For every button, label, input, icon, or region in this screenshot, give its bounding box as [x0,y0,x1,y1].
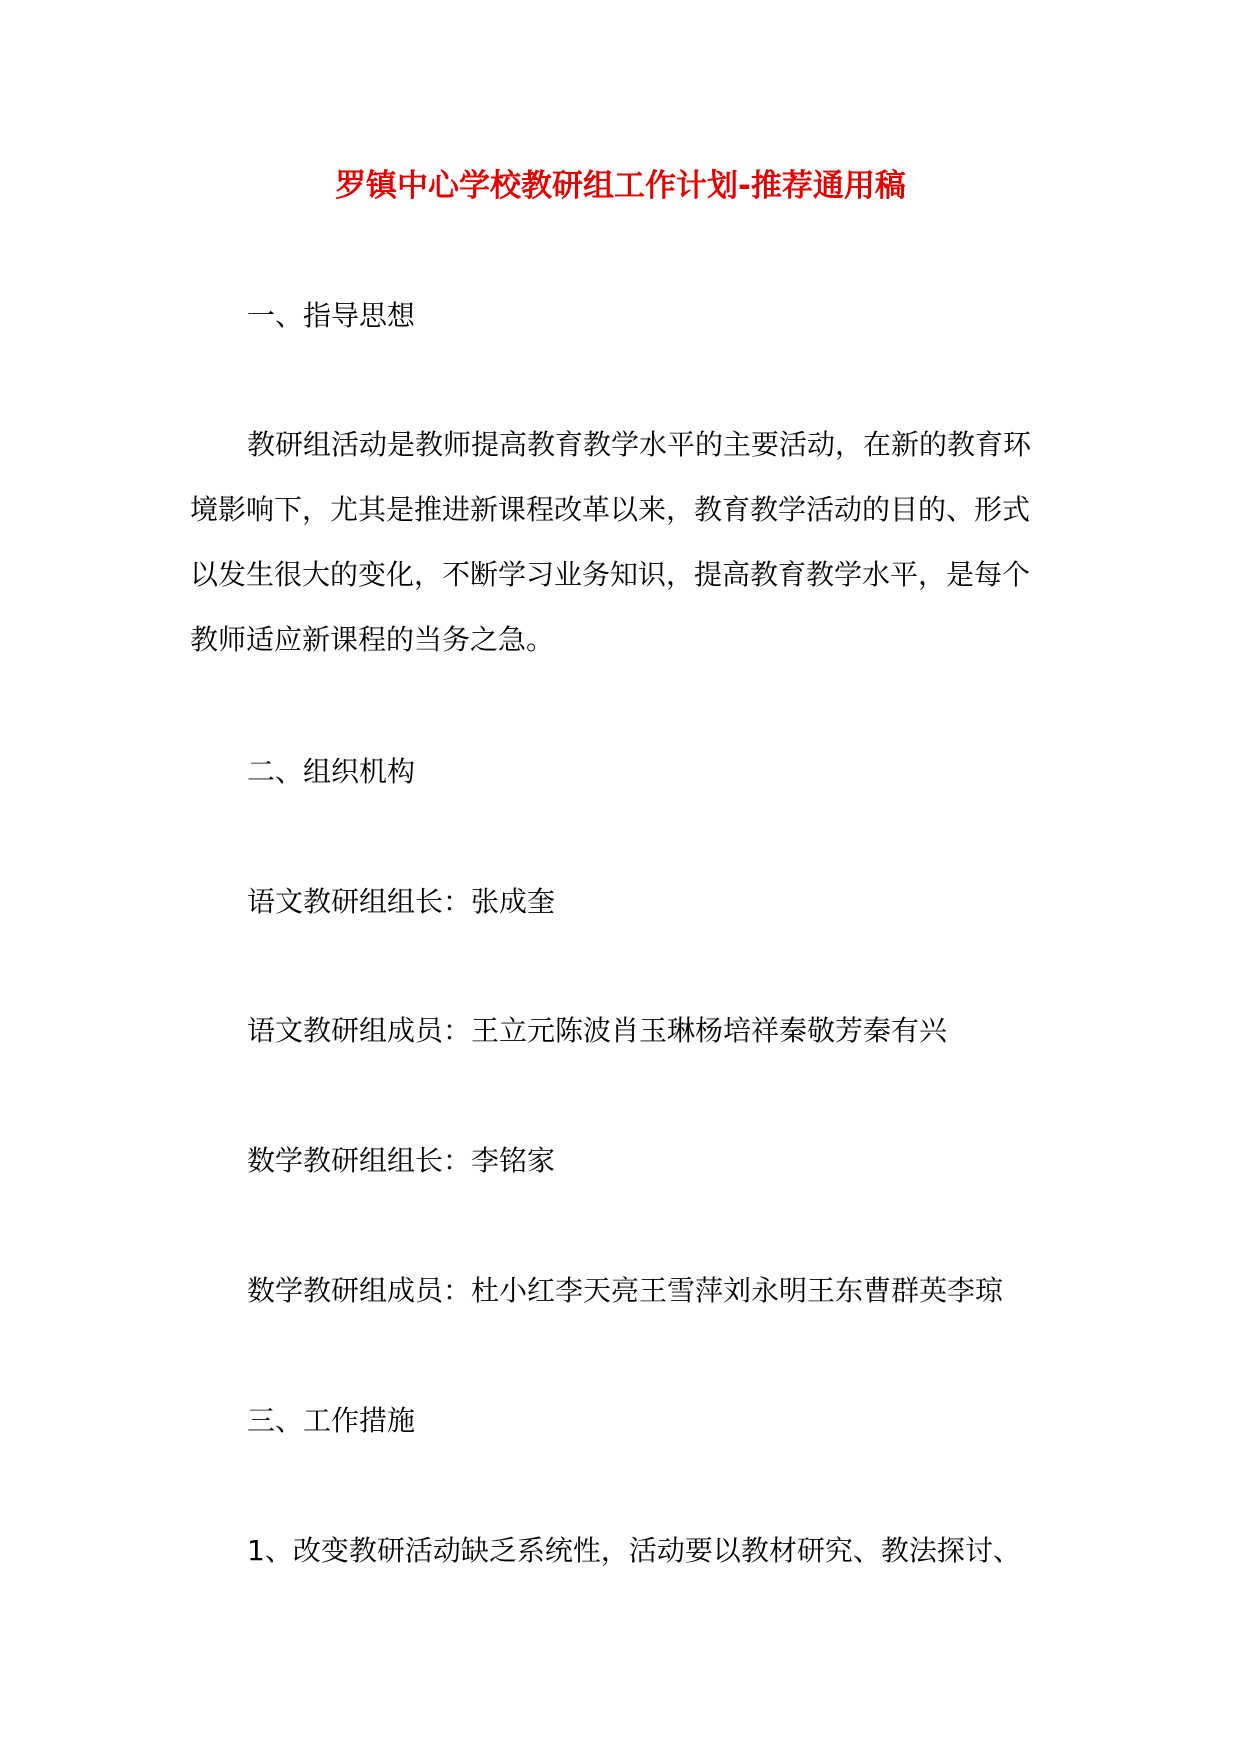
section-heading-organization: 二、组织机构 [247,755,416,788]
math-group-members: 数学教研组成员：杜小红李天亮王雪萍刘永明王东曹群英李琼 [247,1274,1004,1307]
math-group-leader: 数学教研组组长：李铭家 [247,1144,556,1177]
section-heading-work-measures: 三、工作措施 [247,1404,416,1437]
chinese-group-leader: 语文教研组组长：张成奎 [247,885,556,918]
section-heading-guiding-ideology: 一、指导思想 [247,299,416,332]
document-title: 罗镇中心学校教研组工作计划-推荐通用稿 [335,168,906,204]
measure-item-1: 1、改变教研活动缺乏系统性，活动要以教材研究、教法探讨、 [247,1534,1021,1567]
paragraph-line: 教研组活动是教师提高教育教学水平的主要活动，在新的教育环 [247,428,1032,461]
paragraph-line: 以发生很大的变化，不断学习业务知识，提高教育教学水平，是每个 [190,558,1031,591]
paragraph-line: 境影响下，尤其是推进新课程改革以来，教育教学活动的目的、形式 [190,493,1031,526]
chinese-group-members: 语文教研组成员：王立元陈波肖玉琳杨培祥秦敬芳秦有兴 [247,1014,948,1047]
paragraph-line: 教师适应新课程的当务之急。 [190,623,555,656]
